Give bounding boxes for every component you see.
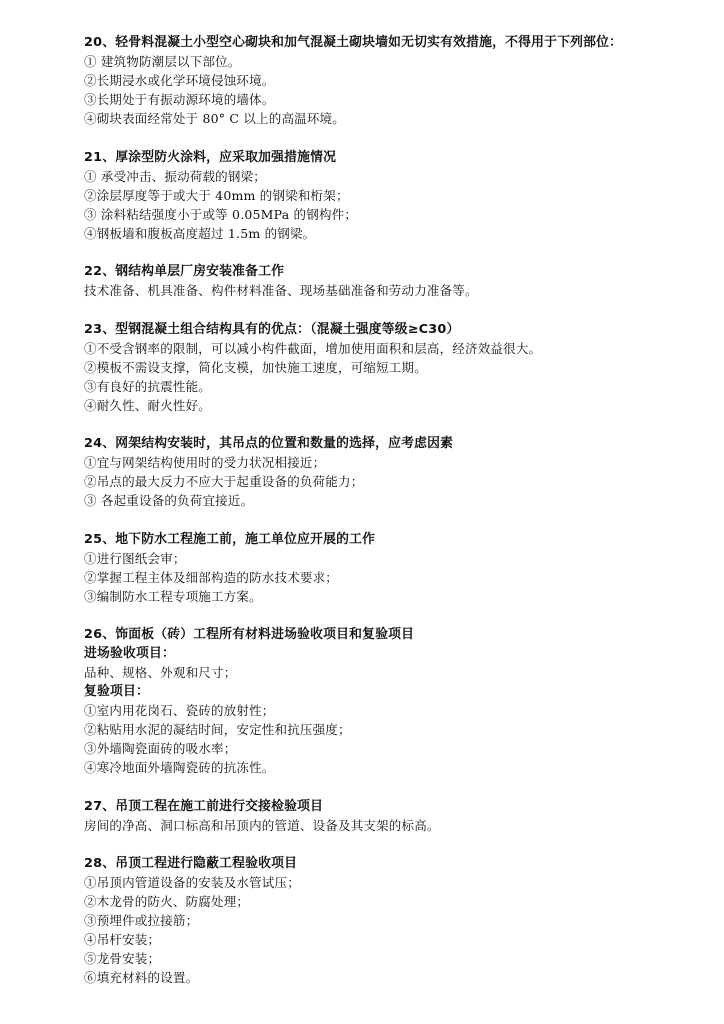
list-item: ①进行图纸会审； bbox=[84, 550, 186, 566]
section-25 bbox=[84, 530, 704, 606]
list-item: 技术准备、机具准备、构件材料准备、现场基础准备和劳动力准备等。 bbox=[84, 283, 478, 298]
section-heading: 24、网架结构安装时，其吊点的位置和数量的选择，应考虑因素 bbox=[84, 436, 454, 451]
list-item: ④砌块表面经常处于 80° C 以上的高温环境。 bbox=[84, 111, 345, 126]
subheading-entry-inspection: 进场验收项目： bbox=[84, 646, 175, 661]
list-item: ①不受含钢率的限制，可以减小构件截面，增加使用面积和层高，经济效益很大。 bbox=[84, 340, 542, 356]
list-item: ③ 各起重设备的负荷宜接近。 bbox=[84, 493, 254, 508]
list-item: ②粘贴用水泥的凝结时间，安定性和抗压强度； bbox=[84, 722, 351, 737]
section-heading: 21、厚涂型防火涂料，应采取加强措施情况 bbox=[84, 149, 337, 165]
list-item: ④寒冷地面外墙陶瓷砖的抗冻性。 bbox=[84, 760, 275, 775]
list-item: ③预埋件或拉接筋； bbox=[84, 913, 199, 928]
list-item: ②长期浸水或化学环境侵蚀环境。 bbox=[84, 73, 275, 88]
section-heading: 28、吊顶工程进行隐蔽工程验收项目 bbox=[84, 856, 298, 871]
document-page bbox=[84, 33, 704, 1007]
section-21 bbox=[84, 148, 704, 243]
section-24 bbox=[84, 434, 704, 510]
section-26 bbox=[84, 625, 704, 777]
section-28 bbox=[84, 854, 704, 987]
subheading-re-inspection: 复验项目： bbox=[84, 684, 149, 699]
list-item: ①宜与网架结构使用时的受力状况相接近； bbox=[84, 455, 326, 470]
list-item: ①吊顶内管道设备的安装及水管试压； bbox=[84, 875, 300, 890]
list-item: ③ 涂料粘结强度小于或等 0.05MPa 的钢构件； bbox=[84, 206, 358, 222]
section-22 bbox=[84, 262, 704, 300]
section-heading: 22、钢结构单层厂房安装准备工作 bbox=[84, 264, 285, 279]
list-item: ⑤龙骨安装； bbox=[84, 951, 161, 966]
section-23 bbox=[84, 320, 704, 415]
list-item: ① 建筑物防潮层以下部位。 bbox=[84, 54, 241, 69]
list-item: ④耐久性、耐火性好。 bbox=[84, 397, 212, 413]
list-item: ① 承受冲击、振动荷载的钢梁； bbox=[84, 168, 266, 184]
list-item: ④吊杆安装； bbox=[84, 932, 161, 947]
list-item: ③外墙陶瓷面砖的吸水率； bbox=[84, 741, 237, 756]
list-item: ④钢板墙和腹板高度超过 1.5m 的钢梁。 bbox=[84, 225, 316, 241]
list-item: ③长期处于有振动源环境的墙体。 bbox=[84, 92, 275, 107]
list-item: ③编制防水工程专项施工方案。 bbox=[84, 588, 262, 604]
section-heading: 27、吊顶工程在施工前进行交接检验项目 bbox=[84, 798, 324, 814]
list-item: ③有良好的抗震性能。 bbox=[84, 378, 212, 394]
section-heading: 20、轻骨料混凝土小型空心砌块和加气混凝土砌块墙如无切实有效措施，不得用于下列部位： bbox=[84, 35, 623, 50]
list-item: ②木龙骨的防火、防腐处理； bbox=[84, 894, 250, 909]
section-heading: 26、饰面板（砖）工程所有材料进场验收项目和复验项目 bbox=[84, 627, 415, 642]
list-item: ②涂层厚度等于或大于 40mm 的钢梁和桁架； bbox=[84, 187, 349, 203]
list-item: 品种、规格、外观和尺寸； bbox=[84, 665, 237, 680]
list-item: ②模板不需设支撑，简化支模，加快施工速度，可缩短工期。 bbox=[84, 359, 427, 375]
section-20 bbox=[84, 33, 704, 128]
section-heading: 25、地下防水工程施工前，施工单位应开展的工作 bbox=[84, 531, 376, 547]
list-item: ②掌握工程主体及细部构造的防水技术要求； bbox=[84, 569, 339, 585]
section-27 bbox=[84, 797, 704, 835]
section-heading: 23、型钢混凝土组合结构具有的优点：（混凝土强度等级≥C30） bbox=[84, 321, 460, 337]
list-item: ②吊点的最大反力不应大于起重设备的负荷能力； bbox=[84, 474, 364, 489]
list-item: ⑥填充材料的设置。 bbox=[84, 970, 199, 985]
list-item: 房间的净高、洞口标高和吊顶内的管道、设备及其支架的标高。 bbox=[84, 817, 440, 833]
list-item: ①室内用花岗石、瓷砖的放射性； bbox=[84, 703, 275, 718]
